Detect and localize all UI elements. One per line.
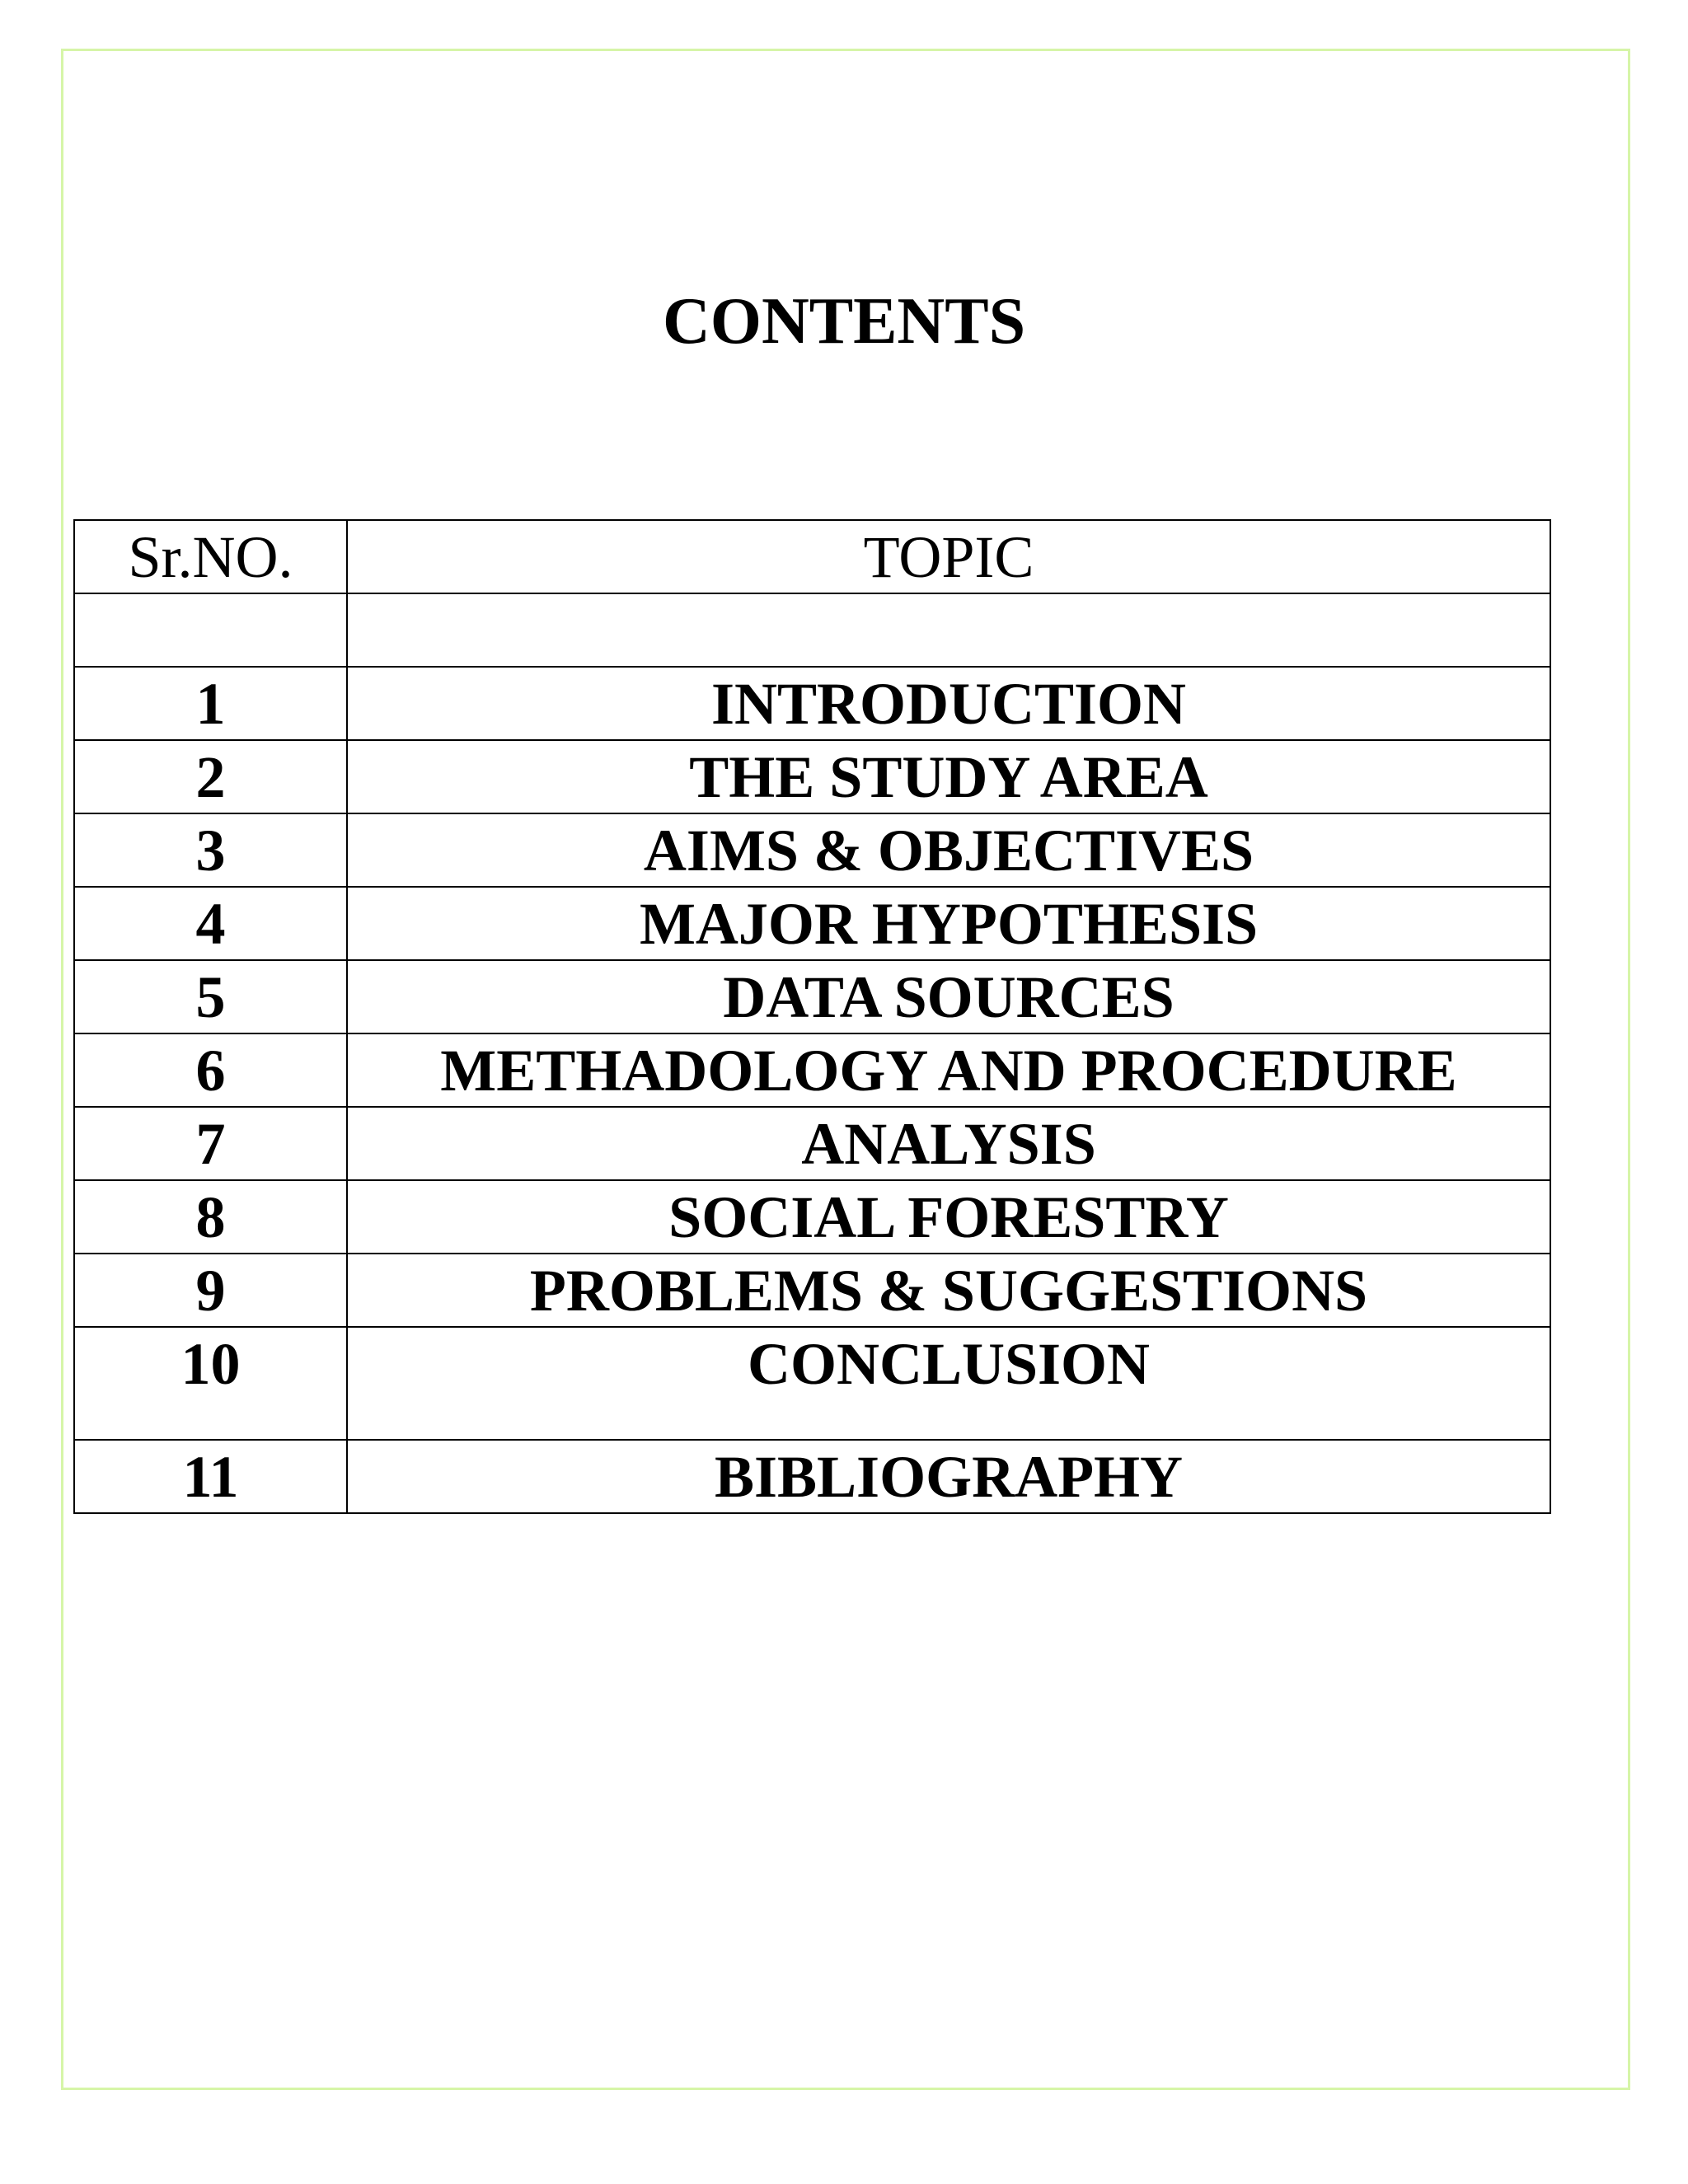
sr-no-cell: 5	[74, 960, 347, 1033]
sr-no-cell: 9	[74, 1254, 347, 1327]
table-header-row	[74, 520, 1550, 593]
topic-cell: SOCIAL FORESTRY	[347, 1180, 1550, 1254]
sr-no-cell: 1	[74, 667, 347, 740]
table-row	[74, 593, 1550, 667]
page-title: CONTENTS	[662, 285, 1026, 358]
topic-cell: DATA SOURCES	[347, 960, 1550, 1033]
topic-cell: ANALYSIS	[347, 1107, 1550, 1180]
contents-table	[73, 519, 1551, 1514]
table-row	[74, 887, 1550, 960]
sr-no-cell: 3	[74, 813, 347, 887]
topic-cell: INTRODUCTION	[347, 667, 1550, 740]
table-row	[74, 1440, 1550, 1513]
table-row	[74, 1180, 1550, 1254]
topic-cell: THE STUDY AREA	[347, 740, 1550, 813]
sr-no-cell: 2	[74, 740, 347, 813]
topic-header: TOPIC	[347, 520, 1550, 593]
topic-cell: MAJOR HYPOTHESIS	[347, 887, 1550, 960]
table-row	[74, 813, 1550, 887]
sr-no-cell: 10	[74, 1327, 347, 1440]
table-row	[74, 740, 1550, 813]
sr-no-cell: 7	[74, 1107, 347, 1180]
sr-no-cell: 8	[74, 1180, 347, 1254]
topic-cell: PROBLEMS & SUGGESTIONS	[347, 1254, 1550, 1327]
sr-no-cell: 11	[74, 1440, 347, 1513]
topic-cell	[347, 593, 1550, 667]
table-row	[74, 1254, 1550, 1327]
table-row	[74, 960, 1550, 1033]
topic-cell: CONCLUSION	[347, 1327, 1550, 1440]
table-row	[74, 667, 1550, 740]
topic-cell: AIMS & OBJECTIVES	[347, 813, 1550, 887]
topic-cell: METHADOLOGY AND PROCEDURE	[347, 1033, 1550, 1107]
sr-no-cell	[74, 593, 347, 667]
table-row	[74, 1107, 1550, 1180]
sr-no-cell: 4	[74, 887, 347, 960]
sr-no-cell: 6	[74, 1033, 347, 1107]
topic-cell: BIBLIOGRAPHY	[347, 1440, 1550, 1513]
table-row	[74, 1033, 1550, 1107]
table-row	[74, 1327, 1550, 1440]
sr-no-header: Sr.NO.	[74, 520, 347, 593]
